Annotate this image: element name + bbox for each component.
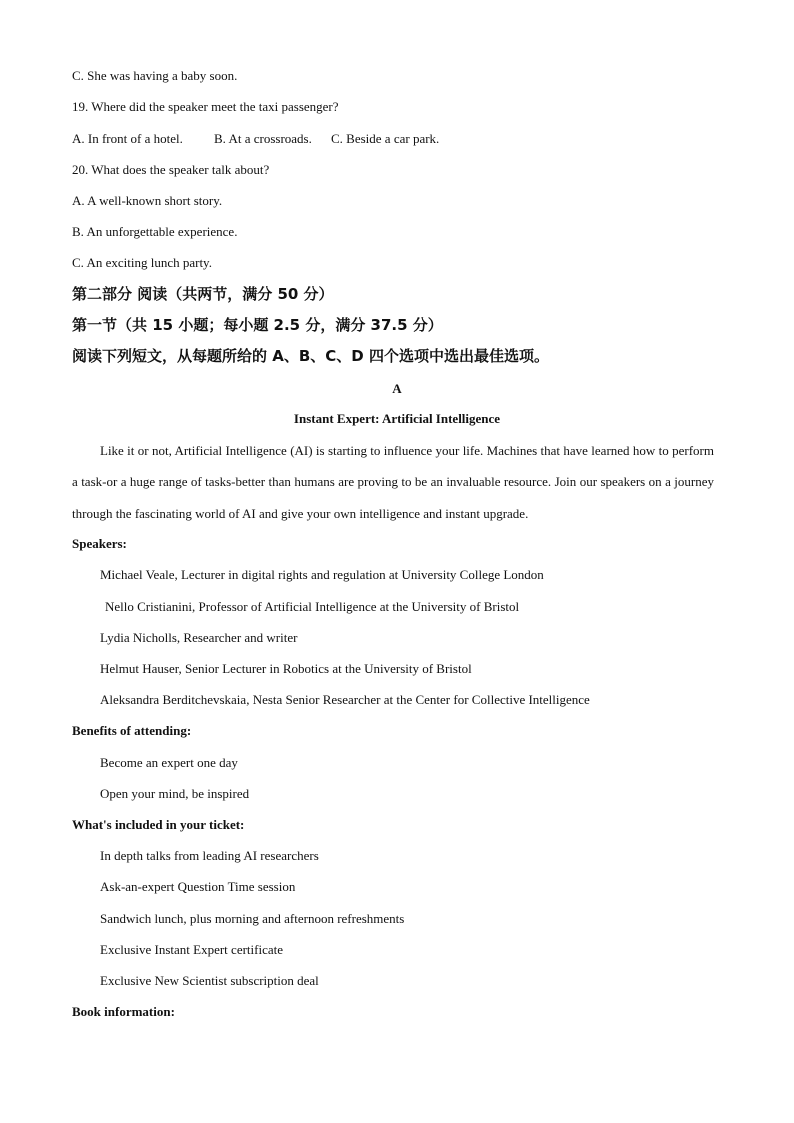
included-item: Sandwich lunch, plus morning and afternoon refreshments [100,911,405,926]
q20-option-c: C. An exciting lunch party. [72,255,212,270]
q19-question: 19. Where did the speaker meet the taxi passenger? [72,99,339,114]
included-item: Exclusive Instant Expert certificate [100,942,284,957]
speaker-item: Michael Veale, Lecturer in digital rights and regulation at University College London [100,567,544,582]
included-item: Exclusive New Scientist subscription deal [100,973,319,988]
book-info-heading: Book information: [72,1004,175,1019]
benefit-item: Open your mind, be inspired [100,786,250,801]
passage-title: Instant Expert: Artificial Intelligence [293,411,501,426]
part-title: 第二部分 阅读（共两节，满分 50 分） [72,285,334,303]
benefits-heading: Benefits of attending: [72,723,192,738]
passage-intro: Like it or not, Artificial Intelligence (AI) is starting to influence your life. Machines that have learned how to perform a task-or a huge range of tasks-better than humans are proving to be an invaluable resource. Join our speakers on a journey through the fascinating world of AI and give your own intelligence and instant upgrade. [72,443,714,521]
q20-option-b: B. An unforgettable experience. [72,224,238,239]
speaker-item: Nello Cristianini, Professor of Artificial Intelligence at the University of Bristol [105,599,520,614]
q20-question: 20. What does the speaker talk about? [72,162,270,177]
speaker-item: Helmut Hauser, Senior Lecturer in Robotics at the University of Bristol [100,661,472,676]
section-instruction: 阅读下列短文，从每题所给的 A、B、C、D 四个选项中选出最佳选项。 [72,347,549,365]
q19-option-c: C. Beside a car park. [331,131,440,146]
benefit-item: Become an expert one day [100,755,238,770]
q19-options [72,131,439,147]
passage-letter: A [392,381,402,396]
speaker-item: Lydia Nicholls, Researcher and writer [100,630,298,645]
q19-option-b: B. At a crossroads. [214,131,312,146]
section-subtitle: 第一节（共 15 小题；每小题 2.5 分，满分 37.5 分） [72,316,443,334]
q18-option-c: C. She was having a baby soon. [72,68,238,83]
included-item: Ask-an-expert Question Time session [100,879,296,894]
included-heading: What's included in your ticket: [72,817,245,832]
q19-option-a: A. In front of a hotel. [72,131,183,146]
speakers-heading: Speakers: [72,536,127,551]
speaker-item: Aleksandra Berditchevskaia, Nesta Senior Researcher at the Center for Collective Intelligence [100,692,590,707]
included-item: In depth talks from leading AI researchers [100,848,319,863]
q20-option-a: A. A well-known short story. [72,193,223,208]
